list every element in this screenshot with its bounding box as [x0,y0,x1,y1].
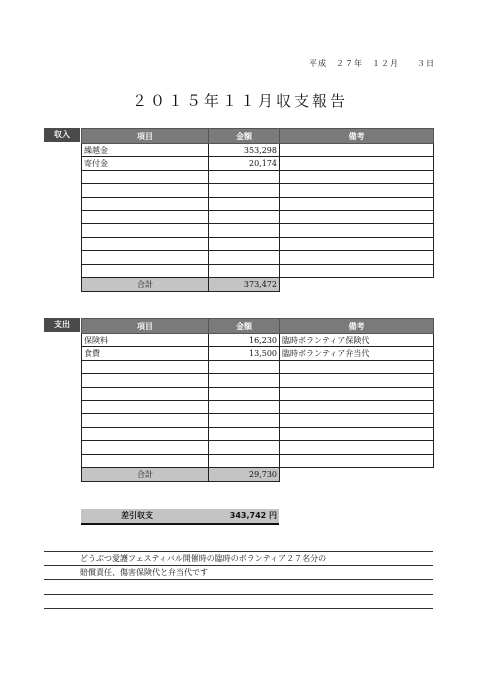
remarks-cell [280,144,434,157]
column-header-remarks: 備考 [280,319,434,334]
table-row [82,210,434,223]
note-line [44,595,433,610]
item-cell [82,427,209,440]
item-cell [82,170,209,183]
table-row [82,144,434,157]
total-value: 373,472 [209,277,280,291]
amount-cell: 20,174 [209,157,280,170]
table-row [82,334,434,347]
table-row [82,170,434,183]
item-cell [82,414,209,427]
balance-box [81,509,279,525]
remarks-cell [280,387,434,400]
item-cell: 寄付金 [82,157,209,170]
page-title: ２０１５年１１月収支報告 [131,92,348,110]
table-row [82,224,434,237]
table-row [82,264,434,277]
amount-cell [209,184,280,197]
amount-cell [209,441,280,454]
remarks-cell [280,454,434,467]
table-row [82,400,434,413]
table-row [82,414,434,427]
column-header-amount: 金額 [209,319,280,334]
notes-section [44,551,433,609]
total-value: 29,730 [209,467,280,481]
amount-cell [209,251,280,264]
total-label: 合計 [82,277,209,291]
remarks-cell [280,157,434,170]
amount-cell [209,224,280,237]
table-row [82,347,434,360]
column-header-item: 項目 [82,129,209,144]
remarks-cell: 臨時ボランティア保険代 [280,334,434,347]
total-row [82,467,434,481]
expense-rows [82,334,434,482]
remarks-cell [280,210,434,223]
amount-cell: 13,500 [209,347,280,360]
amount-cell [209,374,280,387]
item-cell: 繰越金 [82,144,209,157]
table-row [82,237,434,250]
remarks-cell: 臨時ボランティア弁当代 [280,347,434,360]
amount-cell: 16,230 [209,334,280,347]
item-cell [82,197,209,210]
note-line [44,580,433,595]
remarks-cell [280,237,434,250]
amount-cell [209,400,280,413]
item-cell [82,454,209,467]
table-row [82,441,434,454]
column-header-remarks: 備考 [280,129,434,144]
item-cell [82,387,209,400]
remarks-cell [280,400,434,413]
table-row [82,251,434,264]
table-row [82,197,434,210]
item-cell [82,237,209,250]
remarks-cell [280,374,434,387]
note-line: どうぶつ愛護フェスティバル開催時の臨時のボランティア２７名分の [44,551,433,566]
amount-cell [209,264,280,277]
table-row [82,374,434,387]
remarks-cell [280,170,434,183]
item-cell [82,210,209,223]
table-row [82,387,434,400]
expense-label: 支出 [44,318,80,332]
remarks-cell [280,224,434,237]
table-row [82,360,434,373]
remarks-cell [280,197,434,210]
amount-cell [209,360,280,373]
item-cell [82,184,209,197]
table-row [82,184,434,197]
item-cell: 食費 [82,347,209,360]
remarks-cell [280,184,434,197]
column-header-item: 項目 [82,319,209,334]
income-table [81,128,434,292]
balance-label: 差引収支 [121,511,153,520]
remarks-cell [280,251,434,264]
table-row [82,454,434,467]
item-cell [82,374,209,387]
item-cell: 保険料 [82,334,209,347]
amount-cell [209,197,280,210]
balance-value: 343,742 円 [229,511,277,520]
column-header-amount: 金額 [209,129,280,144]
amount-cell [209,454,280,467]
item-cell [82,224,209,237]
total-label: 合計 [82,467,209,481]
amount-cell [209,414,280,427]
item-cell [82,441,209,454]
table-row [82,427,434,440]
income-rows [82,144,434,292]
total-spacer [280,467,434,481]
income-label: 収入 [44,128,80,142]
remarks-cell [280,427,434,440]
amount-cell [209,427,280,440]
remarks-cell [280,264,434,277]
amount-cell [209,170,280,183]
remarks-cell [280,414,434,427]
amount-cell [209,210,280,223]
amount-cell: 353,298 [209,144,280,157]
report-date: 平成 ２７年 １２月 ３日 [309,59,435,68]
amount-cell [209,237,280,250]
note-line: 賠償責任、傷害保険代と弁当代です [44,566,433,581]
expense-table [81,318,434,482]
total-row [82,277,434,291]
table-row [82,157,434,170]
item-cell [82,264,209,277]
remarks-cell [280,360,434,373]
total-spacer [280,277,434,291]
amount-cell [209,387,280,400]
item-cell [82,400,209,413]
remarks-cell [280,441,434,454]
item-cell [82,251,209,264]
item-cell [82,360,209,373]
